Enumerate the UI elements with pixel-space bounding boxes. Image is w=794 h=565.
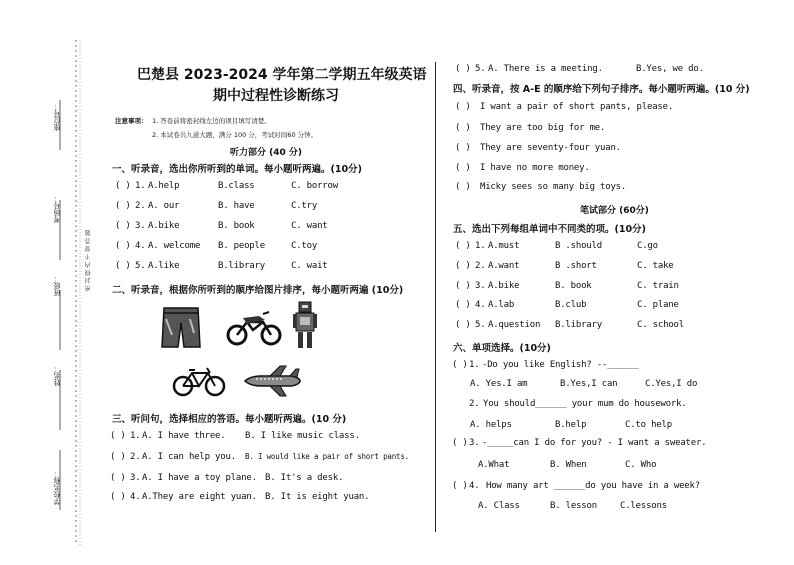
option-a: A.like [148,261,180,271]
option-b: B. lesson [550,501,597,511]
option-b: B. book [218,221,255,231]
option-c: C. Who [625,460,657,470]
question-number: 2. [475,261,486,271]
answer-bracket[interactable]: ( ) [110,473,126,483]
airplane-picture [242,364,302,398]
option-b: B.library [218,261,265,271]
question-number: 2. [130,452,141,462]
answer-bracket[interactable]: ( ) [455,143,471,153]
sentence-text: They are too big for me. [480,123,606,133]
option-c: C. borrow [291,181,338,191]
option-a: A. I have three. [142,431,226,441]
question-number: 5. [475,320,486,330]
question-number: 3. [475,281,486,291]
answer-bracket[interactable]: ( ) [115,261,131,271]
option-b: B. I like music class. [245,431,360,441]
option-b: B.club [555,300,587,310]
binding-margin [0,0,92,561]
answer-bracket[interactable]: ( ) [115,201,131,211]
question-stem: -Do you like English? --______ [482,360,639,370]
question-number: 3. [135,221,146,231]
exam-room-label: 考场号： [53,195,61,223]
option-c: C. want [291,221,328,231]
question-number: 5. [475,64,486,74]
option-b: B .should [555,241,602,251]
binding-dashed-lines [0,0,86,561]
part1-instruction: 一、听录音，选出你所听到的单词。每小题听两遍。(10分) [112,164,362,175]
exam-title-line2: 期中过程性诊断练习 [213,88,339,104]
answer-bracket[interactable]: ( ) [455,300,471,310]
question-number: 2. [469,399,480,409]
option-a: A.They are eight yuan. [142,492,257,502]
option-c: C. school [637,320,684,330]
column-divider [435,62,436,532]
option-b: B.class [218,181,255,191]
option-a: A.help [148,181,180,191]
answer-bracket[interactable]: ( ) [455,281,471,291]
option-a: A. our [148,201,180,211]
option-a: A.lab [488,300,515,310]
option-a: A. Class [478,501,520,511]
option-b: B.library [555,320,602,330]
sentence-text: They are seventy-four yuan. [480,143,621,153]
option-a: A. I can help you. [142,452,236,462]
option-a: A.bike [488,281,520,291]
question-stem: How many art ______do you have in a week? [486,481,700,491]
option-c: C. wait [291,261,328,271]
option-c: C. take [637,261,674,271]
question-number: 4. [130,492,141,502]
bicycle-picture [172,364,226,398]
seat-number-label: 座位号： [53,103,61,131]
answer-bracket[interactable]: ( ) [455,64,471,74]
option-a: A.must [488,241,520,251]
answer-bracket[interactable]: ( ) [110,431,126,441]
writing-heading: 笔试部分 (60分) [580,206,649,216]
part4-instruction: 四、听录音，按 A-E 的顺序给下列句子排序。每小题听两遍。(10 分) [453,84,750,95]
option-c: C.Yes,I do [645,379,698,389]
option-b: B .short [555,261,597,271]
answer-bracket[interactable]: ( ) [115,221,131,231]
note-item-1: 1. 答卷前将密封线左边的项目填写清楚。 [152,117,271,125]
part3-instruction: 三、听问句，选择相应的答语。每小题听两遍。(10 分) [112,414,347,425]
option-b: B. have [218,201,255,211]
option-a: A.bike [148,221,180,231]
sentence-text: I want a pair of short pants, please. [480,102,674,112]
note-item-2: 2. 本试卷共九道大题，满分 100 分，考试时间60 分钟。 [152,131,318,139]
name-label: 姓名： [53,365,61,386]
option-a: A.want [488,261,520,271]
question-number: 5. [135,261,146,271]
option-a: A. helps [470,420,512,430]
option-b: B. It is eight yuan. [265,492,370,502]
question-number: 4. [469,481,480,491]
shorts-picture [160,305,202,350]
answer-bracket[interactable]: ( ) [455,163,471,173]
part5-instruction: 五、选出下列每组单词中不同类的项。(10分) [453,224,646,235]
question-number: 1. [475,241,486,251]
option-a: A. Yes.I am [470,379,528,389]
option-c: C.toy [291,241,318,251]
answer-bracket[interactable]: ( ) [452,481,468,491]
question-number: 1. [130,431,141,441]
option-b: B. When [550,460,587,470]
option-c: C. plane [637,300,679,310]
question-number: 4. [135,241,146,251]
option-b: B. I would like a pair of short pants. [245,452,409,461]
option-b: B. book [555,281,592,291]
answer-bracket[interactable]: ( ) [455,320,471,330]
answer-bracket[interactable]: ( ) [455,102,471,112]
seal-line-text: 密 封 线 内 不 要 答 题 [85,230,92,292]
question-stem: You should______ your mum do housework. [483,399,687,409]
answer-bracket[interactable]: ( ) [455,182,471,192]
option-a: A.What [478,460,510,470]
robot-picture [292,300,318,350]
answer-bracket[interactable]: ( ) [110,452,126,462]
answer-bracket[interactable]: ( ) [452,438,468,448]
motorcycle-picture [225,308,283,346]
sentence-text: I have no more money. [480,163,590,173]
option-b: B.Yes,I can [560,379,618,389]
school-name-label: 学校名称： [53,470,61,505]
option-a: A. welcome [148,241,201,251]
class-label: 班级： [53,275,61,296]
question-number: 1. [135,181,146,191]
option-c: C.lessons [620,501,667,511]
option-a: A. I have a toy plane. [142,473,257,483]
part6-instruction: 六、单项选择。(10分) [453,343,551,354]
listening-heading: 听力部分 (40 分) [230,148,303,158]
answer-bracket[interactable]: ( ) [115,181,131,191]
option-b: B.help [555,420,587,430]
answer-bracket[interactable]: ( ) [452,360,468,370]
sentence-text: Micky sees so many big toys. [480,182,627,192]
question-number: 3. [469,438,480,448]
answer-bracket[interactable]: ( ) [115,241,131,251]
option-b: B. It's a desk. [265,473,344,483]
answer-bracket[interactable]: ( ) [110,492,126,502]
question-stem: -_____can I do for you? - I want a sweater. [482,438,707,448]
answer-bracket[interactable]: ( ) [455,123,471,133]
answer-bracket[interactable]: ( ) [455,261,471,271]
exam-title-line1: 巴楚县 2023-2024 学年第二学期五年级英语 [137,67,427,83]
question-number: 1. [469,360,480,370]
question-number: 4. [475,300,486,310]
option-c: C.go [637,241,658,251]
option-b: B. people [218,241,265,251]
part2-instruction: 二、听录音，根据你所听到的顺序给图片排序，每小题听两遍 (10分) [112,285,404,296]
option-b: B.Yes, we do. [636,64,704,74]
option-c: C.try [291,201,318,211]
question-number: 3. [130,473,141,483]
option-c: C.to help [625,420,672,430]
option-a: A. There is a meeting. [488,64,603,74]
option-c: C. train [637,281,679,291]
question-number: 2. [135,201,146,211]
answer-bracket[interactable]: ( ) [455,241,471,251]
option-a: A.question [488,320,541,330]
notes-label: 注意事项： [115,117,148,125]
